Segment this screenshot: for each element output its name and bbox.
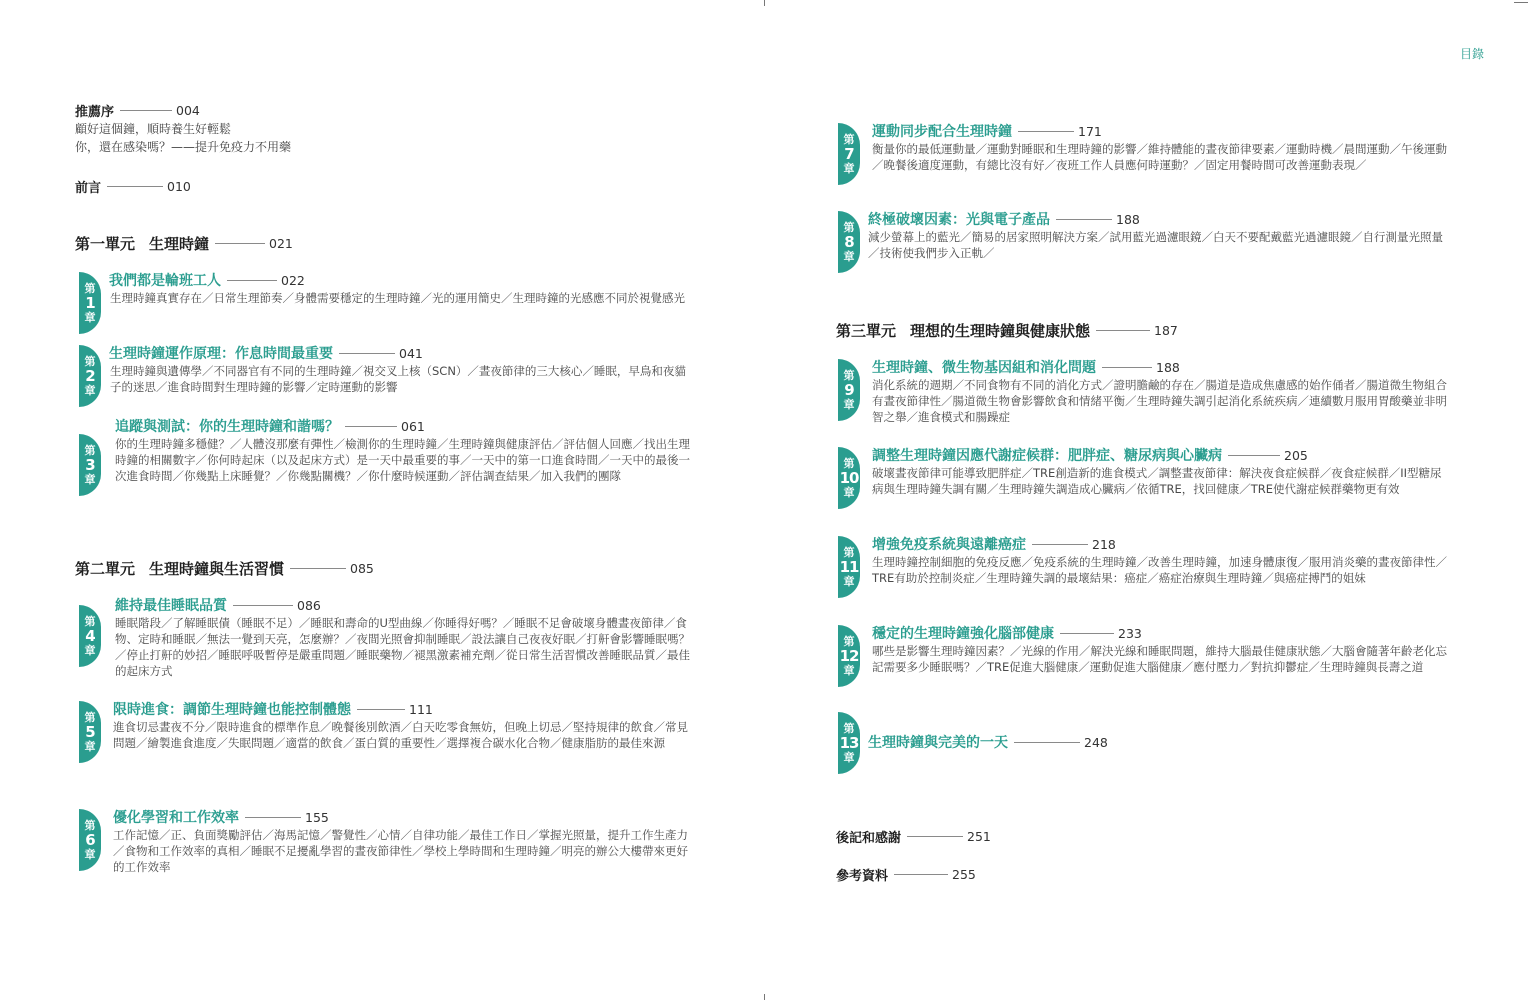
chapter-description: 減少螢幕上的藍光／簡易的居家照明解決方案／試用藍光過濾眼鏡／白天不要配戴藍光過濾眼鏡／自行測量光照量／技術使我們步入正軌／ — [868, 230, 1443, 260]
leader-line — [1060, 633, 1114, 634]
preface-label: 推薦序 — [75, 105, 115, 120]
unit-title: 生理時鐘 — [149, 235, 210, 253]
chapter-title: 優化學習和工作效率 — [113, 810, 239, 826]
chapter-badge: 第 9 章 — [838, 359, 860, 421]
chapter-badge: 第 10 章 — [838, 447, 860, 509]
leader-line — [245, 817, 301, 818]
chapter-description: 消化系統的週期／不同食物有不同的消化方式／證明膽鹼的存在／腸道是造成焦慮感的始作俑者／腸道微生物組合有晝夜節律性／腸道微生物會影響飲食和情緒平衡／生理時鐘失調引起消化系統疾病／連續數月服用胃酸藥並非明智之舉／進食模式和腸躁症 — [872, 378, 1447, 424]
chapter-title: 穩定的生理時鐘強化腦部健康 — [872, 626, 1054, 642]
unit-label: 第三單元 — [836, 322, 897, 340]
chapter-badge: 第 5 章 — [79, 701, 101, 763]
chapter-description: 生理時鐘真實存在／日常生理節奏／身體需要穩定的生理時鐘／光的運用簡史／生理時鐘的光感應不同於視覺感光 — [110, 291, 685, 305]
unit-title: 理想的生理時鐘與健康狀態 — [910, 322, 1091, 340]
chapter-title: 調整生理時鐘因應代謝症候群：肥胖症、糖尿病與心臟病 — [872, 448, 1222, 464]
page-number: 111 — [409, 701, 433, 717]
unit-heading — [836, 320, 1178, 341]
chapter-badge: 第 2 章 — [79, 345, 101, 407]
chapter-title: 運動同步配合生理時鐘 — [872, 124, 1012, 140]
page-number: 255 — [952, 867, 976, 882]
trim-mark — [764, 994, 765, 1000]
page-number: 085 — [350, 561, 374, 576]
page-number: 218 — [1092, 536, 1116, 552]
chapter-title: 增強免疫系統與遠離癌症 — [872, 537, 1026, 553]
page-number: 155 — [305, 809, 329, 825]
contents-tab: 目錄 — [1460, 47, 1485, 61]
page-number: 188 — [1156, 359, 1180, 375]
page-number: 205 — [1284, 447, 1308, 463]
leader-line — [357, 709, 405, 710]
leader-line — [1096, 330, 1150, 331]
chapter-badge: 第 1 章 — [79, 272, 101, 334]
chapter-title: 我們都是輪班工人 — [109, 273, 221, 289]
unit-title: 生理時鐘與生活習慣 — [149, 560, 285, 578]
chapter-badge: 第 8 章 — [838, 211, 860, 273]
chapter-description: 衡量你的最低運動量／運動對睡眠和生理時鐘的影響／維持體能的晝夜節律要素／運動時機／晨間運動／午後運動／晚餐後適度運動，有總比沒有好／夜班工作人員應何時運動？／固定用餐時間可改善運動表現／ — [872, 142, 1447, 172]
leader-line — [290, 568, 346, 569]
chapter-description: 工作記憶／正、負面獎勵評估／海馬記憶／警覺性／心情／自律功能／最佳工作日／掌握光照量，提升工作生產力／食物和工作效率的真相／睡眠不足擾亂學習的晝夜節律性／學校上學時間和生理時鐘／明亮的辦公大樓帶來更好的工作效率 — [113, 828, 688, 874]
chapter-badge: 第 11 章 — [838, 536, 860, 598]
page-number: 022 — [281, 272, 305, 288]
unit-label: 第一單元 — [75, 235, 136, 253]
leader-line — [107, 186, 163, 187]
afterword-entry — [836, 827, 991, 846]
page-number: 248 — [1084, 734, 1108, 750]
leader-line — [894, 874, 948, 875]
page-number: 061 — [401, 418, 425, 434]
leader-line — [1032, 544, 1088, 545]
leader-line — [345, 426, 397, 427]
chapter-title: 生理時鐘、微生物基因組和消化問題 — [872, 360, 1096, 376]
page-number: 251 — [967, 829, 991, 844]
page-number: 171 — [1078, 123, 1102, 139]
page-number: 188 — [1116, 211, 1140, 227]
chapter-title: 生理時鐘與完美的一天 — [868, 735, 1008, 751]
chapter-badge: 第 4 章 — [79, 605, 101, 667]
chapter-badge: 第 3 章 — [79, 434, 101, 496]
leader-line — [1018, 131, 1074, 132]
chapter-badge: 第 12 章 — [838, 625, 860, 687]
page-number: 041 — [399, 345, 423, 361]
chapter-description: 生理時鐘控制細胞的免疫反應／免疫系統的生理時鐘／改善生理時鐘，加速身體康復／服用消炎藥的晝夜節律性／TRE有助於控制炎症／生理時鐘失調的最壞結果：癌症／癌症治療與生理時鐘／與癌症搏鬥的姐妹 — [872, 555, 1447, 585]
chapter-description: 進食切忌晝夜不分／限時進食的標準作息／晚餐後別飲酒／白天吃零食無妨，但晚上切忌／堅持規律的飲食／常見問題／繪製進食進度／失眠問題／適當的飲食／蛋白質的重要性／選擇複合碳水化合物／健康脂肪的最佳來源 — [113, 720, 688, 750]
chapter-description: 破壞晝夜節律可能導致肥胖症／TRE創造新的進食模式／調整晝夜節律：解決夜食症候群／夜食症候群／II型糖尿病與生理時鐘失調有關／生理時鐘失調造成心臟病／依循TRE，找回健康／TRE使代謝症候群藥物更有效 — [872, 466, 1442, 496]
unit-label: 第二單元 — [75, 560, 136, 578]
chapter-badge: 第 7 章 — [838, 123, 860, 185]
page-number: 004 — [176, 103, 200, 118]
chapter-title: 終極破壞因素：光與電子產品 — [868, 212, 1050, 228]
leader-line — [339, 353, 395, 354]
leader-line — [227, 280, 277, 281]
references-entry — [836, 865, 976, 884]
foreword-entry — [75, 177, 191, 196]
chapter-badge: 第 6 章 — [79, 809, 101, 871]
trim-mark — [1514, 2, 1528, 3]
leader-line — [233, 605, 293, 606]
page-number: 086 — [297, 597, 321, 613]
chapter-description: 你的生理時鐘多穩健？／人體沒那麼有彈性／檢測你的生理時鐘／生理時鐘與健康評估／評估個人回應／找出生理時鐘的相關數字／你何時起床（以及起床方式）是一天中最重要的事／一天中的第一口進食時間／一天中的最後一次進食時間／你幾點上床睡覺？／你幾點關機？／你什麼時候運動／評估調查結果／加入我們的團隊 — [115, 437, 690, 483]
trim-mark — [764, 0, 765, 6]
chapter-description: 哪些是影響生理時鐘因素？／光線的作用／解決光線和睡眠問題，維持大腦最佳健康狀態／大腦會隨著年齡老化忘記需要多少睡眠嗎？／TRE促進大腦健康／運動促進大腦健康／應付壓力／對抗抑鬱症／生理時鐘與長壽之道 — [872, 644, 1447, 674]
chapter-description: 生理時鐘與遺傳學／不同器官有不同的生理時鐘／視交叉上核（SCN）／晝夜節律的三大核心／睡眠，早鳥和夜貓子的迷思／進食時間對生理時鐘的影響／定時運動的影響 — [110, 364, 686, 394]
page-number: 187 — [1154, 323, 1178, 338]
leader-line — [1014, 742, 1080, 743]
page-number: 021 — [269, 236, 293, 251]
leader-line — [120, 110, 172, 111]
unit-heading — [75, 233, 293, 254]
preface-line: 你，還在感染嗎？——提升免疫力不用藥 — [75, 140, 292, 154]
chapter-title: 限時進食：調節生理時鐘也能控制體態 — [113, 702, 351, 718]
chapter-description: 睡眠階段／了解睡眠債（睡眠不足）／睡眠和壽命的U型曲線／你睡得好嗎？／睡眠不足會破壞身體晝夜節律／食物、定時和睡眠／無法一覺到天亮，怎麼辦？／夜間光照會抑制睡眠／設法讓自己夜夜好眠／打鼾會影響睡眠嗎？／停止打鼾的妙招／睡眠呼吸暫停是嚴重問題／睡眠藥物／褪黑激素補充劑／從日常生活習慣改善睡眠品質／最佳的起床方式 — [115, 616, 690, 678]
preface-entry — [75, 101, 200, 120]
afterword-label: 後記和感謝 — [836, 831, 902, 846]
preface-line: 顧好這個鐘，順時養生好輕鬆 — [75, 122, 232, 136]
leader-line — [215, 243, 265, 244]
leader-line — [907, 836, 963, 837]
chapter-title: 維持最佳睡眠品質 — [115, 598, 227, 614]
unit-heading — [75, 558, 374, 579]
page-number: 010 — [167, 179, 191, 194]
leader-line — [1228, 455, 1280, 456]
page-number: 233 — [1118, 625, 1142, 641]
chapter-title: 追蹤與測試：你的生理時鐘和諧嗎？ — [115, 419, 339, 435]
chapter-badge: 第 13 章 — [838, 712, 860, 774]
leader-line — [1056, 219, 1112, 220]
leader-line — [1102, 367, 1152, 368]
references-label: 參考資料 — [836, 869, 889, 884]
foreword-label: 前言 — [75, 181, 102, 196]
chapter-title: 生理時鐘運作原理：作息時間最重要 — [109, 346, 333, 362]
